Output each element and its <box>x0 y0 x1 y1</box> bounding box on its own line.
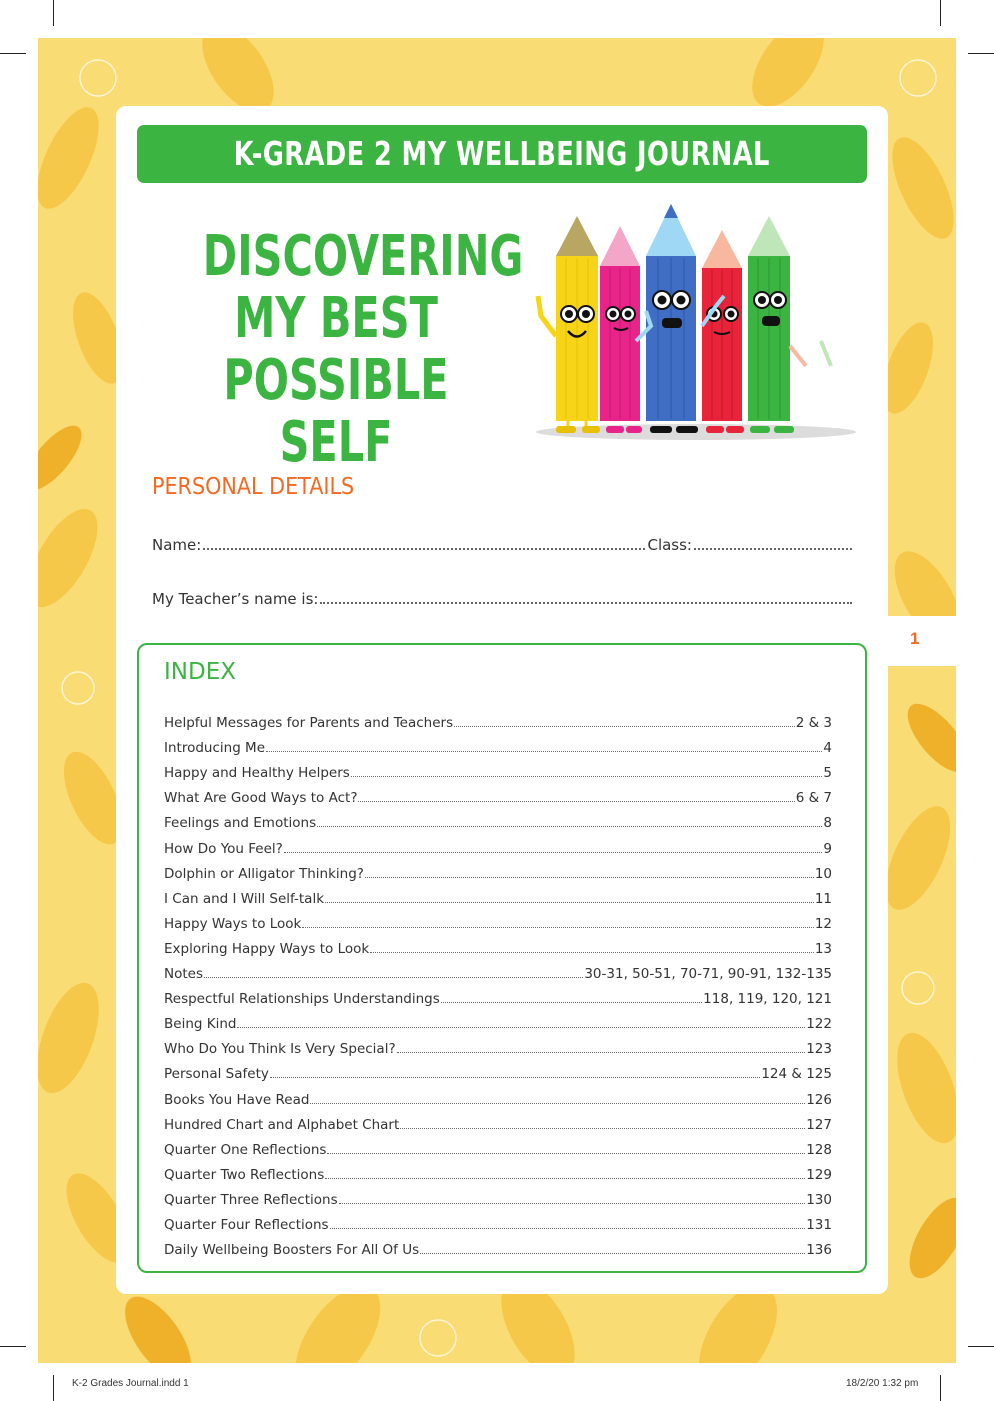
pencil-characters-illustration <box>526 196 866 446</box>
index-item <box>164 1032 832 1057</box>
hero-line: POSSIBLE SELF <box>223 348 449 475</box>
crop-mark <box>0 53 26 54</box>
index-box <box>137 643 867 1273</box>
index-item-label: Hundred Chart and Alphabet Chart <box>164 1116 400 1133</box>
name-label: Name: <box>152 536 202 554</box>
index-item <box>164 857 832 882</box>
index-item-page: 6 & 7 <box>795 790 832 807</box>
journal-title-bar <box>137 125 867 183</box>
index-item <box>164 806 832 831</box>
index-item-leader <box>358 800 794 802</box>
index-item-page: 11 <box>814 890 832 907</box>
index-item-page: 30-31, 50-51, 70-71, 90-91, 132-135 <box>584 966 832 983</box>
index-item <box>164 932 832 957</box>
crop-mark <box>53 0 54 26</box>
index-item-leader <box>270 1076 760 1078</box>
index-item-label: Quarter Four Reflections <box>164 1216 329 1233</box>
hero-line: DISCOVERING <box>202 224 524 289</box>
index-item-page: 131 <box>806 1216 832 1233</box>
index-item-leader <box>266 750 822 752</box>
index-item-leader <box>330 1227 806 1229</box>
index-item-label: Quarter One Reflections <box>164 1141 327 1158</box>
index-item-label: What Are Good Ways to Act? <box>164 790 358 807</box>
name-field[interactable] <box>203 547 645 550</box>
index-item-label: Introducing Me <box>164 740 266 757</box>
class-field[interactable] <box>694 547 852 550</box>
index-item-label: Daily Wellbeing Boosters For All Of Us <box>164 1242 420 1259</box>
crop-mark <box>940 0 941 26</box>
index-item-page: 126 <box>806 1091 832 1108</box>
index-item-page: 4 <box>823 740 832 757</box>
index-item <box>164 982 832 1007</box>
index-item-leader <box>237 1026 805 1028</box>
index-item-label: Happy Ways to Look <box>164 915 302 932</box>
index-item-page: 8 <box>823 815 832 832</box>
index-item-label: Happy and Healthy Helpers <box>164 765 350 782</box>
index-item <box>164 1007 832 1032</box>
slug-file: K-2 Grades Journal.indd 1 <box>72 1378 189 1389</box>
index-item-page: 136 <box>806 1242 832 1259</box>
index-item-leader <box>204 976 583 978</box>
index-item <box>164 1057 832 1082</box>
index-item-page: 13 <box>814 940 832 957</box>
index-item-label: Quarter Three Reflections <box>164 1191 338 1208</box>
content-card <box>116 106 888 1294</box>
crop-mark <box>0 1346 26 1347</box>
index-item <box>164 781 832 806</box>
index-item-label: Who Do You Think Is Very Special? <box>164 1041 396 1058</box>
index-item-label: Personal Safety <box>164 1066 269 1083</box>
index-item-leader <box>325 901 814 903</box>
index-item <box>164 907 832 932</box>
index-item-leader <box>325 1177 805 1179</box>
index-item-leader <box>365 876 814 878</box>
index-item-page: 123 <box>806 1041 832 1058</box>
index-item-label: Feelings and Emotions <box>164 815 317 832</box>
index-item <box>164 1208 832 1233</box>
index-item-leader <box>317 825 822 827</box>
index-item-label: Exploring Happy Ways to Look <box>164 940 370 957</box>
index-item-leader <box>351 775 823 777</box>
hero-line: MY BEST <box>234 286 438 351</box>
slug-date: 18/2/20 1:32 pm <box>846 1378 919 1389</box>
index-item <box>164 706 832 731</box>
index-item <box>164 1158 832 1183</box>
index-item-page: 122 <box>806 1016 832 1033</box>
page-number: 1 <box>910 629 920 648</box>
crop-mark <box>968 1346 994 1347</box>
index-item-label: Dolphin or Alligator Thinking? <box>164 865 364 882</box>
index-item-leader <box>420 1252 805 1254</box>
index-item-leader <box>302 926 813 928</box>
index-item-page: 124 & 125 <box>761 1066 832 1083</box>
index-item-page: 5 <box>823 765 832 782</box>
index-item-leader <box>310 1102 805 1104</box>
index-item <box>164 1183 832 1208</box>
index-item <box>164 731 832 756</box>
index-item-page: 9 <box>823 840 832 857</box>
index-item <box>164 1233 832 1258</box>
index-item-page: 129 <box>806 1166 832 1183</box>
personal-details-heading: PERSONAL DETAILS <box>152 474 355 500</box>
index-item-page: 10 <box>814 865 832 882</box>
index-item <box>164 957 832 982</box>
index-item <box>164 831 832 856</box>
teacher-row <box>152 590 854 608</box>
name-class-row <box>152 536 854 554</box>
index-item-page: 118, 119, 120, 121 <box>703 991 832 1008</box>
index-item-leader <box>400 1127 805 1129</box>
index-item <box>164 756 832 781</box>
index-item-page: 127 <box>806 1116 832 1133</box>
index-item-leader <box>339 1202 806 1204</box>
index-item-label: Helpful Messages for Parents and Teachers <box>164 715 454 732</box>
index-item-label: Books You Have Read <box>164 1091 310 1108</box>
journal-title: K-GRADE 2 MY WELLBEING JOURNAL <box>233 134 771 173</box>
teacher-label: My Teacher’s name is: <box>152 590 319 608</box>
index-list <box>164 706 832 1258</box>
index-item <box>164 1133 832 1158</box>
index-item-leader <box>327 1152 805 1154</box>
teacher-name-field[interactable] <box>320 601 852 604</box>
index-item <box>164 1108 832 1133</box>
index-heading: INDEX <box>164 659 236 685</box>
index-item-page: 128 <box>806 1141 832 1158</box>
index-item-leader <box>284 851 823 853</box>
crop-mark <box>53 1375 54 1401</box>
index-item-label: I Can and I Will Self-talk <box>164 890 325 907</box>
index-item-leader <box>397 1051 806 1053</box>
index-item-leader <box>441 1001 702 1003</box>
index-item-label: Quarter Two Reflections <box>164 1166 325 1183</box>
index-item-label: Notes <box>164 966 203 983</box>
index-item-label: How Do You Feel? <box>164 840 283 857</box>
index-item-page: 130 <box>806 1191 832 1208</box>
index-item-page: 2 & 3 <box>795 715 832 732</box>
crop-mark <box>940 1375 941 1401</box>
class-label: Class: <box>647 536 692 554</box>
hero-title <box>156 224 524 475</box>
crop-mark <box>968 53 994 54</box>
index-item-page: 12 <box>814 915 832 932</box>
index-item <box>164 882 832 907</box>
index-item <box>164 1082 832 1107</box>
index-item-leader <box>370 951 814 953</box>
index-item-label: Respectful Relationships Understandings <box>164 991 440 1008</box>
page-number-tab <box>888 616 956 666</box>
index-item-leader <box>454 725 795 727</box>
index-item-label: Being Kind <box>164 1016 237 1033</box>
